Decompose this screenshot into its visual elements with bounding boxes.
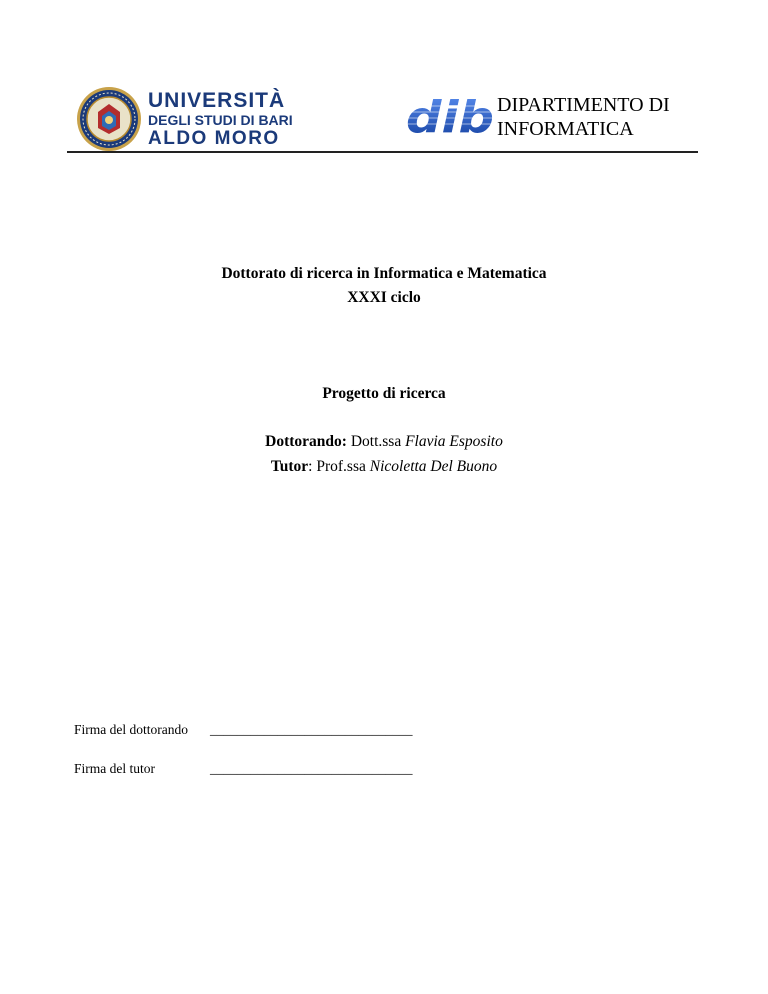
- university-seal-icon: [76, 86, 142, 152]
- dib-logo-icon: [404, 94, 496, 138]
- header-divider: [67, 151, 698, 153]
- tutor-signature-label: Firma del tutor: [74, 761, 155, 776]
- university-name-line3: ALDO MORO: [148, 128, 280, 149]
- dib-mark: dib: [406, 94, 494, 138]
- student-signature-line[interactable]: ______________________________: [210, 722, 413, 737]
- tutor-line: [0, 455, 768, 479]
- department-name-line1: DIPARTIMENTO DI: [497, 94, 670, 116]
- department-name: [497, 93, 670, 141]
- tutor-signature-line[interactable]: ______________________________: [210, 761, 413, 776]
- tutor-label: Tutor: [270, 458, 309, 475]
- university-name-line1: UNIVERSITÀ: [148, 89, 286, 112]
- student-line: [0, 430, 768, 454]
- university-wordmark: [148, 90, 293, 149]
- student-signature-label: Firma del dottorando: [74, 722, 188, 737]
- department-name-line2: INFORMATICA: [497, 118, 634, 140]
- university-name-line2: DEGLI STUDI DI BARI: [148, 112, 293, 128]
- cycle-title: XXXI ciclo: [347, 289, 421, 306]
- student-label: Dottorando:: [265, 433, 347, 450]
- tutor-name: Nicoletta Del Buono: [369, 458, 498, 475]
- project-title: Progetto di ricerca: [322, 385, 446, 402]
- student-title: Dott.ssa: [350, 433, 402, 450]
- tutor-title: Prof.ssa: [316, 458, 366, 475]
- course-title: Dottorato di ricerca in Informatica e Matematica: [221, 265, 547, 282]
- tutor-separator: :: [308, 458, 313, 475]
- student-name: Flavia Esposito: [405, 433, 503, 450]
